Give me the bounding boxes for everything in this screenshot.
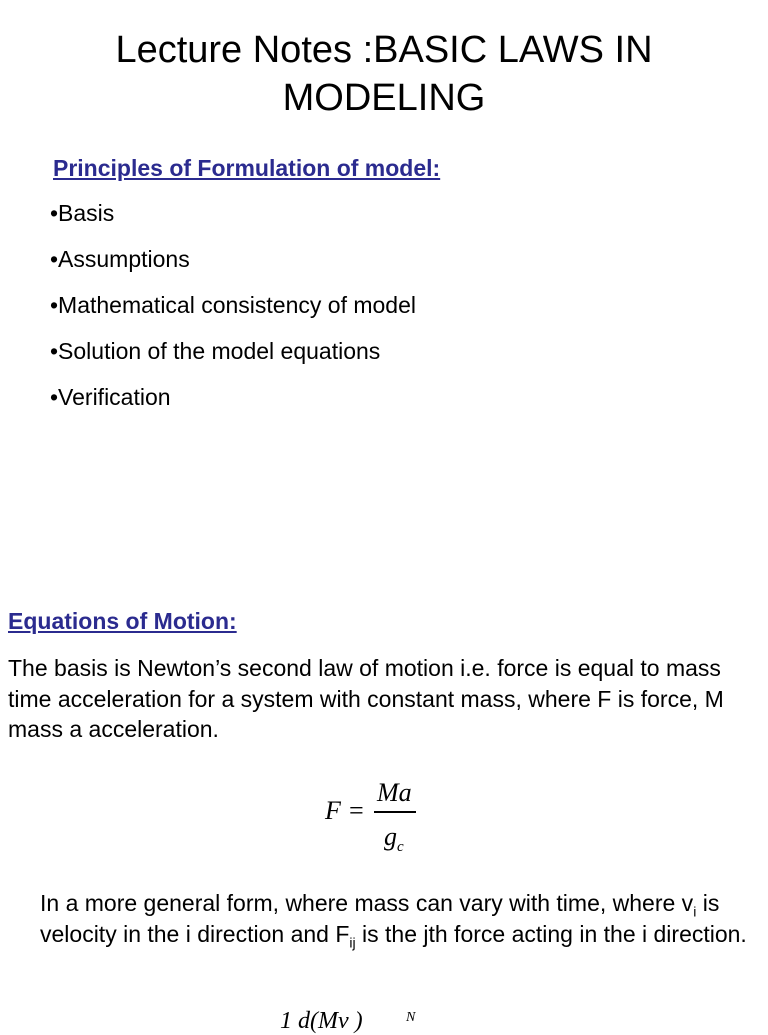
page-title [0,26,768,122]
summation-upper-limit: N [406,1010,416,1025]
list-item: •Assumptions [50,246,190,272]
title-line-1: Lecture Notes :BASIC LAWS IN [115,29,653,71]
partial-equation-fraction: 1 d(Mv ) [280,1008,363,1034]
equation-lhs: F = [325,796,365,825]
equation-denominator: $g_c$ [384,822,404,856]
section-heading-motion: Equations of Motion: [8,608,237,634]
principles-list [50,198,416,428]
list-item: •Basis [50,200,115,226]
title-line-2: MODELING [282,77,486,119]
list-item: •Solution of the model equations [50,338,381,364]
force-subscript: ij [349,934,356,951]
velocity-subscript: i [693,903,697,920]
fraction-bar [374,811,416,813]
denominator-subscript: c [397,839,404,856]
list-item: •Mathematical consistency of model [50,292,416,318]
general-form-paragraph: In a more general form, where mass can vary with time, where $v_i$ is velocity in the i direction and $F_{ij}$ is the jth force acting in the i direction. [40,890,747,951]
section-heading-principles: Principles of Formulation of model: [53,155,441,181]
list-item: •Verification [50,384,171,410]
equation-numerator: Ma [377,778,412,807]
motion-paragraph: The basis is Newton’s second law of motion i.e. force is equal to mass time acceleration for a system with constant mass, where F is force, M mass a acceleration. [8,655,724,742]
